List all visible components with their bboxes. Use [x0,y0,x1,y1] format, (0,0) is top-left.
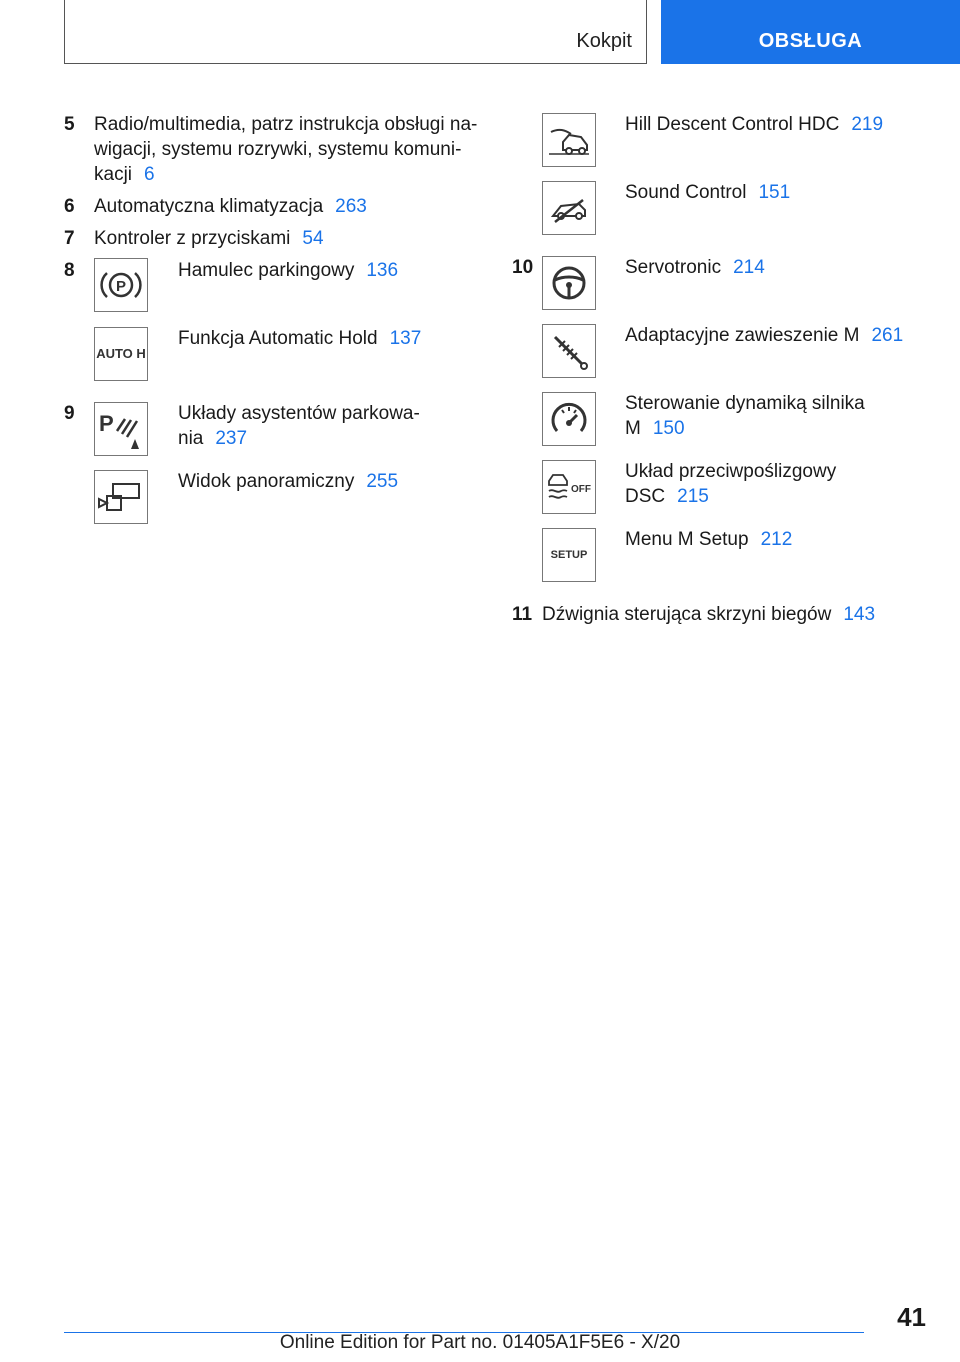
auto-hold-icon-label: AUTO H [96,346,146,361]
dsc-off-icon [542,460,596,514]
item-text-line: wigacji, systemu rozrywki, systemu komuni- [94,139,462,160]
page-ref-link[interactable]: 6 [144,164,155,185]
item-text-line: Sterowanie dynamiką silnika [625,393,865,414]
page-ref-link[interactable]: 255 [366,471,399,492]
item-number: 6 [64,196,75,217]
list-item [94,194,367,219]
item-text: Servotronic [625,257,722,278]
svg-text:P: P [99,411,114,436]
item-number: 8 [64,260,75,281]
list-item [625,112,883,137]
header-section-title: Kokpit [576,30,632,52]
item-text: Sound Control [625,182,747,203]
item-number: 7 [64,228,75,249]
item-number: 11 [512,604,533,625]
dsc-off-icon-label: OFF [571,484,591,495]
item-text-line: M [625,418,641,439]
page-ref-link[interactable]: 237 [215,428,248,449]
list-item [94,112,477,187]
item-text: Adaptacyjne zawieszenie M [625,325,860,346]
page-ref-link[interactable]: 150 [652,418,685,439]
auto-hold-icon [94,327,148,381]
adaptive-suspension-icon [542,324,596,378]
list-item [178,326,421,351]
item-text-line: kacji [94,164,133,185]
item-text-line: Radio/multimedia, patrz instrukcja obsługi na- [94,114,478,135]
list-item [625,527,792,552]
list-item [625,391,865,441]
svg-text:P: P [115,278,127,295]
list-item [625,459,836,509]
item-text: Hill Descent Control HDC [625,114,840,135]
list-item [178,258,398,283]
item-text-line: Układy asystentów parkowa- [178,403,420,424]
item-number: 10 [512,257,534,278]
item-text: Hamulec parkingowy [178,260,355,281]
item-text: Widok panoramiczny [178,471,355,492]
item-text-line: DSC [625,486,666,507]
page-ref-link[interactable]: 214 [733,257,765,278]
list-item [625,323,903,348]
page-ref-link[interactable]: 136 [366,260,399,281]
header-chapter-tab[interactable] [661,0,960,64]
footer-edition-text: Online Edition for Part no. 01405A1F5E6 - X/20 [279,1332,681,1353]
list-item [625,255,765,280]
list-item [178,469,398,494]
page-ref-link[interactable]: 151 [758,182,791,203]
hill-descent-icon [542,113,596,167]
list-item [94,226,324,251]
page-ref-link[interactable]: 215 [677,486,709,507]
page-ref-link[interactable]: 212 [760,529,793,550]
page-ref-link[interactable]: 261 [871,325,904,346]
item-text: Dźwignia sterująca skrzyni biegów [542,604,832,625]
list-item [542,602,875,627]
sound-control-icon [542,181,596,235]
item-text: Kontroler z przyciskami [94,228,291,249]
item-text: Funkcja Automatic Hold [178,328,378,349]
steering-wheel-icon [542,256,596,310]
page-ref-link[interactable]: 137 [389,328,422,349]
page-ref-link[interactable]: 54 [302,228,324,249]
item-text: Menu M Setup [625,529,749,550]
setup-icon [542,528,596,582]
page-number: 41 [897,1302,926,1332]
surround-view-icon [94,470,148,524]
setup-icon-label: SETUP [550,549,588,561]
item-text: Automatyczna klimatyzacja [94,196,324,217]
list-item [178,401,420,451]
page-ref-link[interactable]: 219 [851,114,884,135]
item-text-line: nia [178,428,204,449]
item-number: 9 [64,403,75,424]
header-section-tab [64,0,647,64]
parking-assistant-icon [94,402,148,456]
header-chapter-title: OBSŁUGA [758,30,863,52]
parking-brake-icon [94,258,148,312]
item-text-line: Układ przeciwpoślizgowy [625,461,837,482]
engine-dynamics-icon [542,392,596,446]
page-ref-link[interactable]: 143 [843,604,876,625]
item-number: 5 [64,114,75,135]
page-ref-link[interactable]: 263 [335,196,367,217]
list-item [625,180,790,205]
